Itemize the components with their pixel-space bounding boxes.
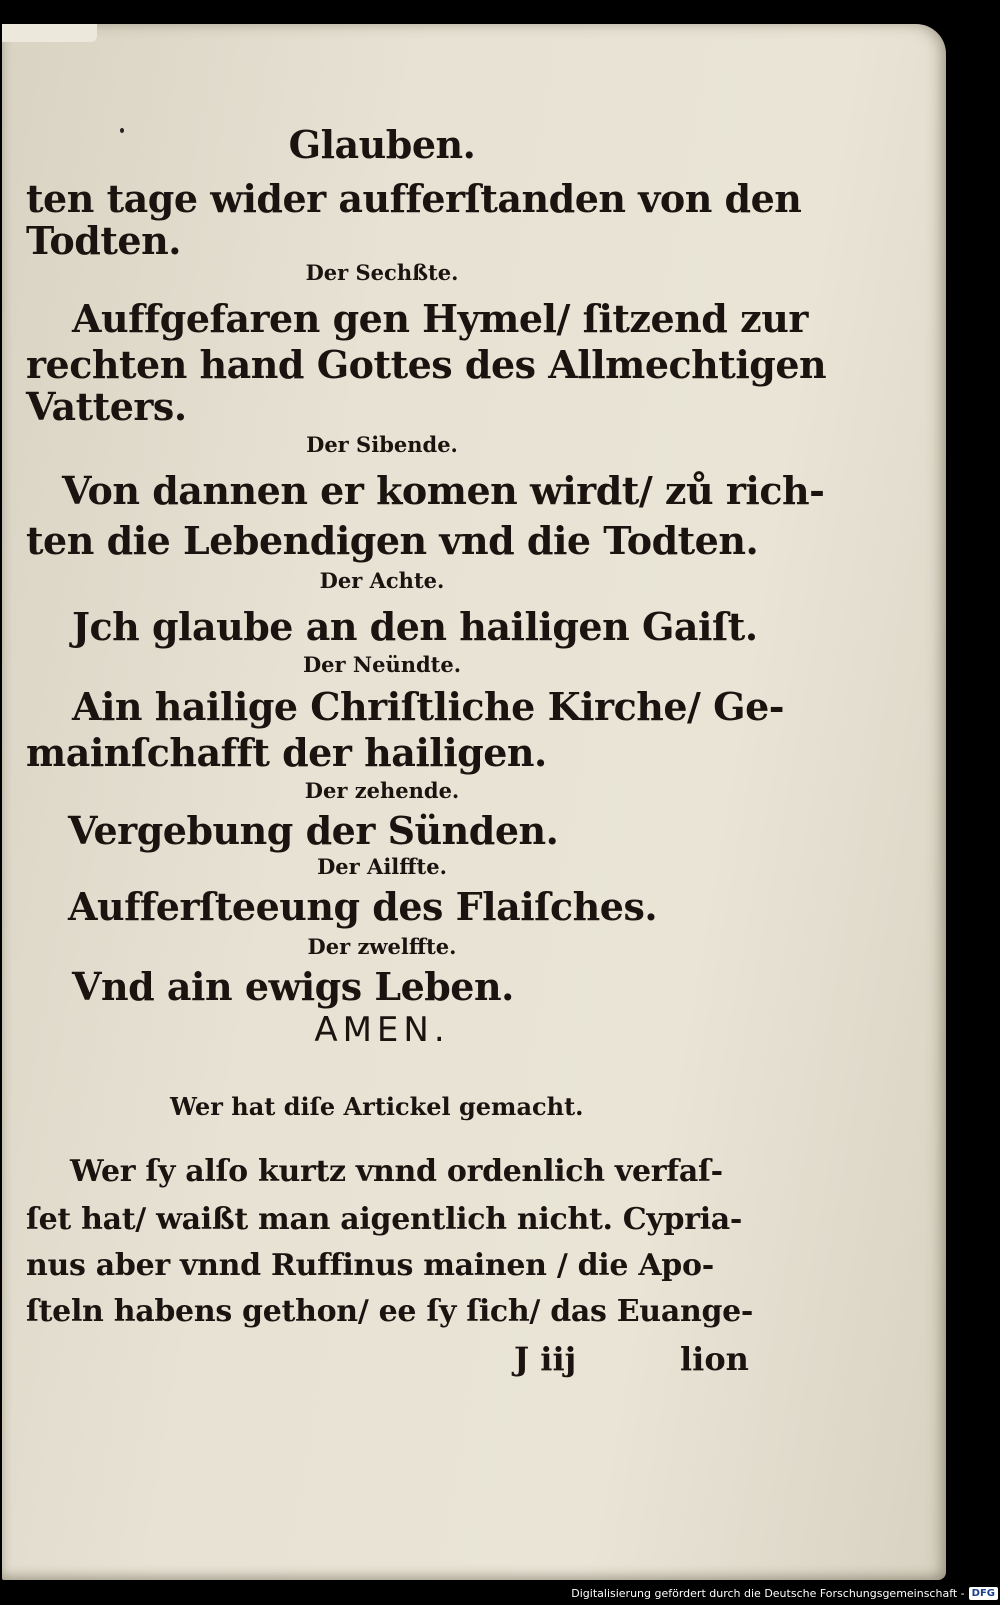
dfg-logo: DFG <box>969 1587 998 1600</box>
text-line: Aufferſteeung des Flaiſches. <box>68 884 658 929</box>
text-line: mainſchafft der hailigen. <box>26 730 547 775</box>
footer-text: Digitalisierung gefördert durch die Deutsche Forschungsgemeinschaft - <box>571 1586 965 1600</box>
paragraph-line: ſet hat/ waißt man aigentlich nicht. Cypria- <box>26 1202 743 1237</box>
catchword: lion <box>680 1340 749 1378</box>
text-line: ten die Lebendigen vnd die Todten. <box>26 518 759 563</box>
article-heading: Der Ailffte. <box>317 854 447 879</box>
text-line: ten tage wider aufferſtanden von den <box>26 176 802 221</box>
book-page <box>2 24 946 1580</box>
page-corner-tab <box>2 24 97 42</box>
amen: AMEN. <box>314 1010 450 1050</box>
signature-mark: J iij <box>514 1340 577 1378</box>
article-heading: Der Sechßte. <box>305 260 459 285</box>
paragraph-line: nus aber vnnd Ruffinus mainen / die Apo- <box>26 1248 714 1283</box>
article-heading: Der Achte. <box>319 568 445 593</box>
article-heading: Der zehende. <box>304 778 460 803</box>
text-line: Todten. <box>26 218 181 263</box>
text-line: Jch glaube an den hailigen Gaiſt. <box>72 604 758 649</box>
text-line: rechten hand Gottes des Allmechtigen <box>26 342 827 387</box>
text-line: Vnd ain ewigs Leben. <box>72 964 514 1009</box>
paragraph-line: ſteln habens gethon/ ee ſy ſich/ das Euange- <box>26 1294 754 1329</box>
paragraph-line: Wer ſy alſo kurtz vnnd ordenlich verfaſ- <box>70 1154 723 1189</box>
running-title: Glauben. <box>288 122 476 167</box>
text-line: Auffgefaren gen Hymel/ ſitzend zur <box>72 296 808 341</box>
text-line: Von dannen er komen wirdt/ zů rich- <box>62 468 825 513</box>
footer-credit <box>571 1583 998 1603</box>
text-line: Vatters. <box>26 384 187 429</box>
article-heading: Der zwelffte. <box>307 934 457 959</box>
text-line: Vergebung der Sünden. <box>68 808 559 853</box>
text-line: Ain hailige Chriſtliche Kirche/ Ge- <box>72 684 785 729</box>
article-heading: Der Sibende. <box>306 432 458 457</box>
article-heading: Der Neündte. <box>302 652 462 677</box>
question-heading: Wer hat diſe Artickel gemacht. <box>170 1092 584 1121</box>
